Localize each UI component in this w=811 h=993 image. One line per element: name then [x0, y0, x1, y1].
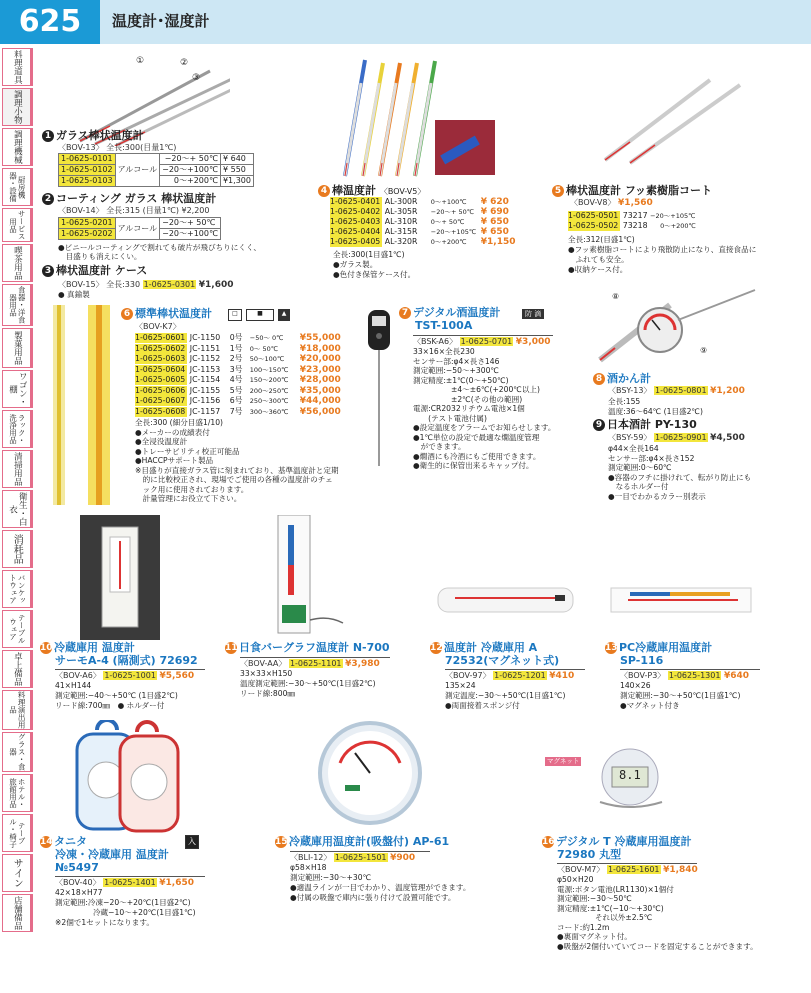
table-row: 1-0625-0604 JC-1153 3号 100〜150℃ ¥23,000 — [135, 364, 341, 375]
p6-note: ※目盛りが直接ガラス管に刻まれており、基準温度計と定期 — [135, 465, 339, 475]
table-row: 1-0625-0602 JC-1151 1号 0〜 50℃ ¥18,000 — [135, 343, 341, 354]
p11-title: 11日食バーグラフ温度計 N-700 — [225, 641, 390, 654]
p14-note: 42×18×H77 — [55, 888, 103, 897]
p10-line: 〈BOV-A6〉 1-0625-1001 ¥5,560 — [55, 669, 205, 681]
p6-spec: 〈BOV-K7〉 — [135, 322, 181, 331]
certificate-icon: □ — [228, 309, 242, 321]
p12-title: 12温度計 冷蔵庫用 A — [430, 641, 538, 654]
p9-note: ●容器のフチに掛けれて、転がり防止にも — [608, 472, 752, 482]
p14-note: 測定範囲:冷凍−20〜+20℃(1目盛2℃) — [55, 898, 191, 907]
p9-note: φ44×全長164 — [608, 444, 659, 453]
p12-note: 測定温度:−30〜+50℃(1目盛1℃) — [445, 691, 566, 700]
p5-note: ●収納ケース付。 — [568, 265, 628, 274]
p11-note: リード線:800㎜ — [240, 689, 296, 698]
lcd-reading: 8.1 — [619, 768, 641, 782]
p6-note: ●HACCPサポート製品 — [135, 456, 214, 465]
haccp-icon: ■ — [246, 309, 274, 321]
side-tab-19[interactable]: ホテル・旅館用品 — [2, 774, 33, 812]
callout-1: ① — [136, 56, 145, 66]
standard-thermometer-image — [48, 300, 118, 510]
p2-code: 1-0625-0202 — [59, 229, 116, 240]
p9-note: センサー部:φ4×長さ152 — [608, 453, 695, 463]
p3-note: ● 真鍮製 — [58, 290, 90, 299]
p7-note: ±2℃(その他の範囲) — [413, 394, 523, 404]
p14-line: 〈BOV-40〉 1-0625-1401 ¥1,650 — [55, 876, 205, 888]
p1-title: 1 ガラス棒状温度計 — [42, 130, 144, 143]
bargraph-thermometer-image — [268, 515, 348, 640]
p16-note: ●裏面マグネット付。 — [557, 932, 632, 941]
p1-price: ¥ 640 — [220, 154, 253, 165]
side-tab-6[interactable]: 喫茶用品 — [2, 244, 33, 282]
p6-note: ●全浸没温度計 — [135, 437, 188, 446]
p2-range: −20〜+100℃ — [160, 229, 221, 240]
p6-note: ●トレーサビリティ校正可能品 — [135, 446, 240, 456]
p1-range: 0〜+200℃ — [160, 176, 221, 187]
side-tab-10[interactable]: ラック・洗浄用品 — [2, 410, 33, 448]
table-row: 1-0625-0403 AL-310R 0〜+ 50℃ ¥ 650 — [330, 217, 509, 227]
p7-note: ±4〜±6℃(+200℃以上) — [413, 385, 540, 394]
p16-note: ●吸盤が2個付いていてコードを固定することができます。 — [557, 941, 758, 951]
side-tab-15[interactable]: テーブルウェア — [2, 610, 33, 648]
p7-note: ●衛生的に保管出来るキャップ付。 — [413, 461, 534, 470]
p11-note: 33×33×H150 — [240, 669, 293, 678]
p6-note: 的に比較校正され、現場でご使用の各種の温度計のチェ — [135, 475, 333, 484]
p6-note: ●メーカーの成績表付 — [135, 427, 210, 437]
p16-title2: 72980 丸型 — [557, 848, 622, 861]
callout-3: ③ — [192, 73, 201, 83]
thermo-a4-image — [80, 515, 160, 640]
side-tab-17[interactable]: 料理演出用品 — [2, 690, 33, 730]
table-row: 1-0625-0404 AL-315R −20〜+105℃ ¥ 650 — [330, 227, 509, 237]
p11-note: 温度測定範囲:−30〜+50℃(1目盛2℃) — [240, 679, 376, 688]
table-row: 1-0625-0502 73218 0〜+200℃ — [568, 221, 696, 230]
callout-8: ⑧ — [612, 292, 620, 301]
side-tab-22[interactable]: 店舗備品 — [2, 894, 33, 932]
p12-line: 〈BOV-97〉 1-0625-1201 ¥410 — [445, 669, 585, 681]
table-row — [59, 218, 221, 229]
p16-note: 測定精度:±1℃(−10〜+30℃) — [557, 903, 664, 913]
p2-spec: 〈BOV-14〉 全長:315 (目量1℃) ¥2,200 — [58, 206, 210, 215]
p2-title: 2 コーティング ガラス 棒状温度計 — [42, 193, 216, 206]
p7-note: センサー部:φ4×長さ146 — [413, 356, 500, 366]
side-tab-5[interactable]: サービス用品 — [2, 208, 33, 242]
side-index — [0, 44, 36, 993]
tanita-thermometer-image — [65, 720, 185, 835]
p10-title2: サーモA-4 (隔測式) 72692 — [55, 654, 198, 667]
p7-note: 33×16×全長230 — [413, 347, 475, 356]
p12-note: 135×24 — [445, 681, 476, 690]
p1-table — [58, 153, 254, 187]
p16-note: φ50×H20 — [557, 875, 594, 884]
p1-price: ¥ 550 — [220, 165, 253, 176]
p7-note: 電源:CR2032リチウム電池×1個 — [413, 404, 525, 413]
p1-code: 1-0625-0102 — [59, 165, 116, 176]
side-tab-20[interactable]: テーブル・椅子 — [2, 814, 33, 852]
p14-title2: 冷凍・冷蔵庫用 温度計 — [55, 848, 169, 861]
side-tab-13[interactable]: 消耗品 — [2, 530, 33, 568]
p8-title: 8 酒かん計 — [593, 373, 651, 386]
page-number: 625 — [0, 0, 100, 44]
p4-title: 4 棒温度計 〈BOV-V5〉 — [318, 185, 425, 198]
p9-note: 測定範囲:0〜60℃ — [608, 463, 672, 472]
p1-code: 1-0625-0103 — [59, 176, 116, 187]
p5-title: 5 棒状温度計 フッ素樹脂コート — [552, 185, 712, 198]
p16-line: 〈BOV-M7〉 1-0625-1601 ¥1,840 — [557, 865, 698, 875]
side-tab-11[interactable]: 清掃用品 — [2, 450, 33, 488]
magnet-tag: マグネット — [547, 757, 580, 765]
p8-line: 〈BSY-13〉 1-0625-0801 ¥1,200 — [608, 386, 745, 396]
p7-note: (テスト電池付属) — [413, 413, 487, 423]
p3-line: 〈BOV-15〉 全長:330 1-0625-0301 ¥1,600 — [58, 280, 234, 290]
magnet-fridge-thermometer-image — [437, 585, 577, 615]
side-tab-16[interactable]: 卓上備品 — [2, 650, 33, 688]
p6-note: ック用に使用されております。 — [135, 484, 249, 494]
p4-note: ●ガラス製。 — [333, 260, 378, 269]
side-tab-4[interactable]: 厨房機器・設備 — [2, 168, 33, 206]
p1-range: −20〜+ 50℃ — [160, 154, 221, 165]
p7-note: ●設定温度をアラームでお知らせします。 — [413, 423, 556, 432]
p5-note: 全長:312(目盛1℃) — [568, 235, 635, 244]
p9-line: 〈BSY-59〉 1-0625-0901 ¥4,500 — [608, 433, 745, 443]
p6-title: 6 標準棒状温度計 — [121, 308, 212, 321]
callout-9: ⑨ — [700, 346, 708, 355]
p15-note: ●付属の吸盤で庫内に張り付けて設置可能です。 — [290, 893, 456, 902]
p13-note: 140×26 — [620, 681, 651, 690]
pc-fridge-thermometer-image — [610, 585, 755, 615]
table-row: 1-0625-0608 JC-1157 7号 300〜360℃ ¥56,000 — [135, 406, 341, 417]
side-tab-9[interactable]: ワゴン・棚 — [2, 370, 33, 408]
side-tab-18[interactable]: グラス・食器 — [2, 732, 33, 772]
p2-table — [58, 217, 221, 240]
p13-title: 13PC冷蔵庫用温度計 — [605, 641, 713, 654]
p12-title2: 72532(マグネット式) — [445, 654, 560, 667]
table-row: 1-0625-0402 AL-305R −20〜+ 50℃ ¥ 690 — [330, 207, 509, 217]
p1-range: −20〜+100℃ — [160, 165, 221, 176]
p16-note: 測定範囲:−30〜50℃ — [557, 894, 632, 903]
side-tab-8[interactable]: 製菓用品 — [2, 328, 33, 368]
p11-line: 〈BOV-AA〉 1-0625-1101 ¥3,980 — [240, 657, 390, 669]
table-row: 1-0625-0405 AL-320R 0〜+200℃ ¥1,150 — [330, 237, 516, 247]
p13-line: 〈BOV-P3〉 1-0625-1301 ¥640 — [620, 669, 760, 681]
table-row: 1-0625-0501 73217 −20〜+105℃ — [568, 211, 696, 220]
p1-spec: 〈BOV-13〉 全長:300(目量1℃) — [58, 143, 177, 152]
side-tab-3[interactable]: 調理機械 — [2, 128, 33, 166]
p2-note: 目盛りも消えにくい。 — [58, 252, 142, 261]
p7-note: ができます。 — [413, 442, 466, 451]
p7-title: 7 デジタル酒温度計 — [399, 307, 500, 320]
p4-note: ●色付き保管ケース付。 — [333, 270, 416, 279]
p13-note: ●マグネット付き — [620, 701, 680, 710]
table-row: 1-0625-0607 JC-1156 6号 250〜300℃ ¥44,000 — [135, 396, 341, 406]
p1-price: ¥1,300 — [220, 176, 253, 187]
p5-note: ふれても安全。 — [568, 255, 629, 264]
set-icon: 入 — [185, 835, 199, 849]
p4-note: 全長:300(1目盛1℃) — [333, 250, 405, 259]
p16-title: 16デジタル T 冷蔵庫用温度計 — [542, 835, 692, 848]
p16-note: コード:約1.2m — [557, 922, 610, 932]
p9-note: なるホルダー付 — [608, 482, 669, 491]
p14-note: ※2個で1セットになります。 — [55, 918, 154, 927]
p10-note: 測定範囲:−40〜+50℃ (1目盛2℃) — [55, 691, 178, 700]
p2-note: ●ビニールコーティングで割れても破片が飛びちりにくく、 — [58, 243, 261, 252]
p14-title: 14タニタ — [40, 835, 87, 848]
p13-title2: SP-116 — [620, 654, 664, 667]
p3-title: 3 棒状温度計 ケース — [42, 265, 147, 278]
p10-note: 41×H144 — [55, 681, 92, 690]
table-row: 1-0625-0601 JC-1150 0号 −50〜 0℃ ¥55,000 — [135, 333, 341, 343]
side-tab-12[interactable]: 衛生・白衣 — [2, 490, 33, 528]
p8-note: 全長:155 — [608, 397, 641, 406]
p15-line: 〈BLI-12〉 1-0625-1501 ¥900 — [290, 851, 430, 863]
p13-note: 測定範囲:−30〜+50℃(1目盛1℃) — [620, 691, 741, 700]
p7-note: ●燗酒にも冷酒にもご使用できます。 — [413, 451, 541, 461]
p15-note: φ58×H18 — [290, 863, 327, 872]
p6-note: 全長:300 (細分目盛1/10) — [135, 418, 224, 427]
p8-note: 温度:36〜64℃ (1目盛2℃) — [608, 407, 703, 416]
table-row: 1-0625-0605 JC-1154 4号 150〜200℃ ¥28,000 — [135, 375, 341, 385]
side-tab-1[interactable]: 料理道具 — [2, 48, 33, 86]
table-row: 1-0625-0606 JC-1155 5号 200〜250℃ ¥35,000 — [135, 385, 341, 396]
splash-proof-badge: 防 滴 — [522, 309, 544, 319]
p15-title: 15冷蔵庫用温度計(吸盤付) AP-61 — [275, 835, 450, 848]
p16-note: 電源:ボタン電池(LR1130)×1個付 — [557, 884, 674, 894]
p15-note: ●適温ラインが一目でわかり、温度管理ができます。 — [290, 883, 471, 892]
p2-code: 1-0625-0201 — [59, 218, 116, 229]
p7-note: 測定範囲:−50〜+300℃ — [413, 366, 499, 375]
p5-spec: 〈BOV-V8〉 ¥1,560 — [570, 198, 653, 208]
page-title: 温度計･湿度計 — [112, 12, 210, 30]
p7-note: ●1℃単位の設定で最適な燗温度管理 — [413, 432, 540, 442]
suction-thermometer-image — [315, 718, 425, 828]
digital-sake-thermometer-image — [360, 308, 400, 468]
p10-note: リード線:700㎜ ● ホルダー付 — [55, 701, 165, 710]
callout-2: ② — [180, 58, 189, 68]
p14-note: 冷蔵−10〜+20℃(1目盛1℃) — [55, 908, 196, 917]
p2-range: −20〜+ 50℃ — [160, 218, 221, 229]
table-row: 1-0625-0603 JC-1152 2号 50〜100℃ ¥20,000 — [135, 354, 341, 364]
p15-note: 測定範囲:−30〜+30℃ — [290, 873, 372, 882]
p7-title2: TST-100A — [415, 319, 473, 332]
trace-icon: ▲ — [278, 309, 290, 321]
p6-note: 計量管理にお役立て下さい。 — [135, 494, 242, 503]
p7-note: 測定精度:±1℃(0〜+50℃) — [413, 375, 509, 385]
p2-material: アルコール — [115, 218, 160, 240]
page-header — [0, 0, 811, 44]
p5-note: ●フッ素樹脂コートにより飛散防止になり、直接食品に — [568, 245, 757, 254]
side-tab-21[interactable]: サイン — [2, 854, 33, 892]
p7-line: 〈BSK-A6〉 1-0625-0701 ¥3,000 — [413, 335, 553, 347]
storage-case-image — [435, 120, 495, 175]
table-row: 1-0625-0401 AL-300R 0〜+100℃ ¥ 620 — [330, 197, 509, 207]
p9-title: 9 日本酒計 PY-130 — [593, 419, 697, 432]
p1-code: 1-0625-0101 — [59, 154, 116, 165]
table-row — [59, 154, 254, 165]
side-tab-2[interactable]: 調理小物 — [2, 88, 33, 126]
p12-note: ●両面接着スポンジ付 — [445, 701, 520, 710]
p16-note: それ以外±2.5℃ — [557, 913, 653, 922]
fluororesin-thermometer-image — [600, 75, 750, 165]
side-tab-14[interactable]: バンケットウェア — [2, 570, 33, 608]
p9-note: ●一目でわかるカラー別表示 — [608, 491, 706, 501]
p10-title: 10冷蔵庫用 温度計 — [40, 641, 135, 654]
side-tab-7[interactable]: 食器・洋食器用品 — [2, 284, 33, 326]
p1-material: アルコール — [115, 154, 160, 187]
p14-title3: №5497 — [55, 861, 99, 874]
